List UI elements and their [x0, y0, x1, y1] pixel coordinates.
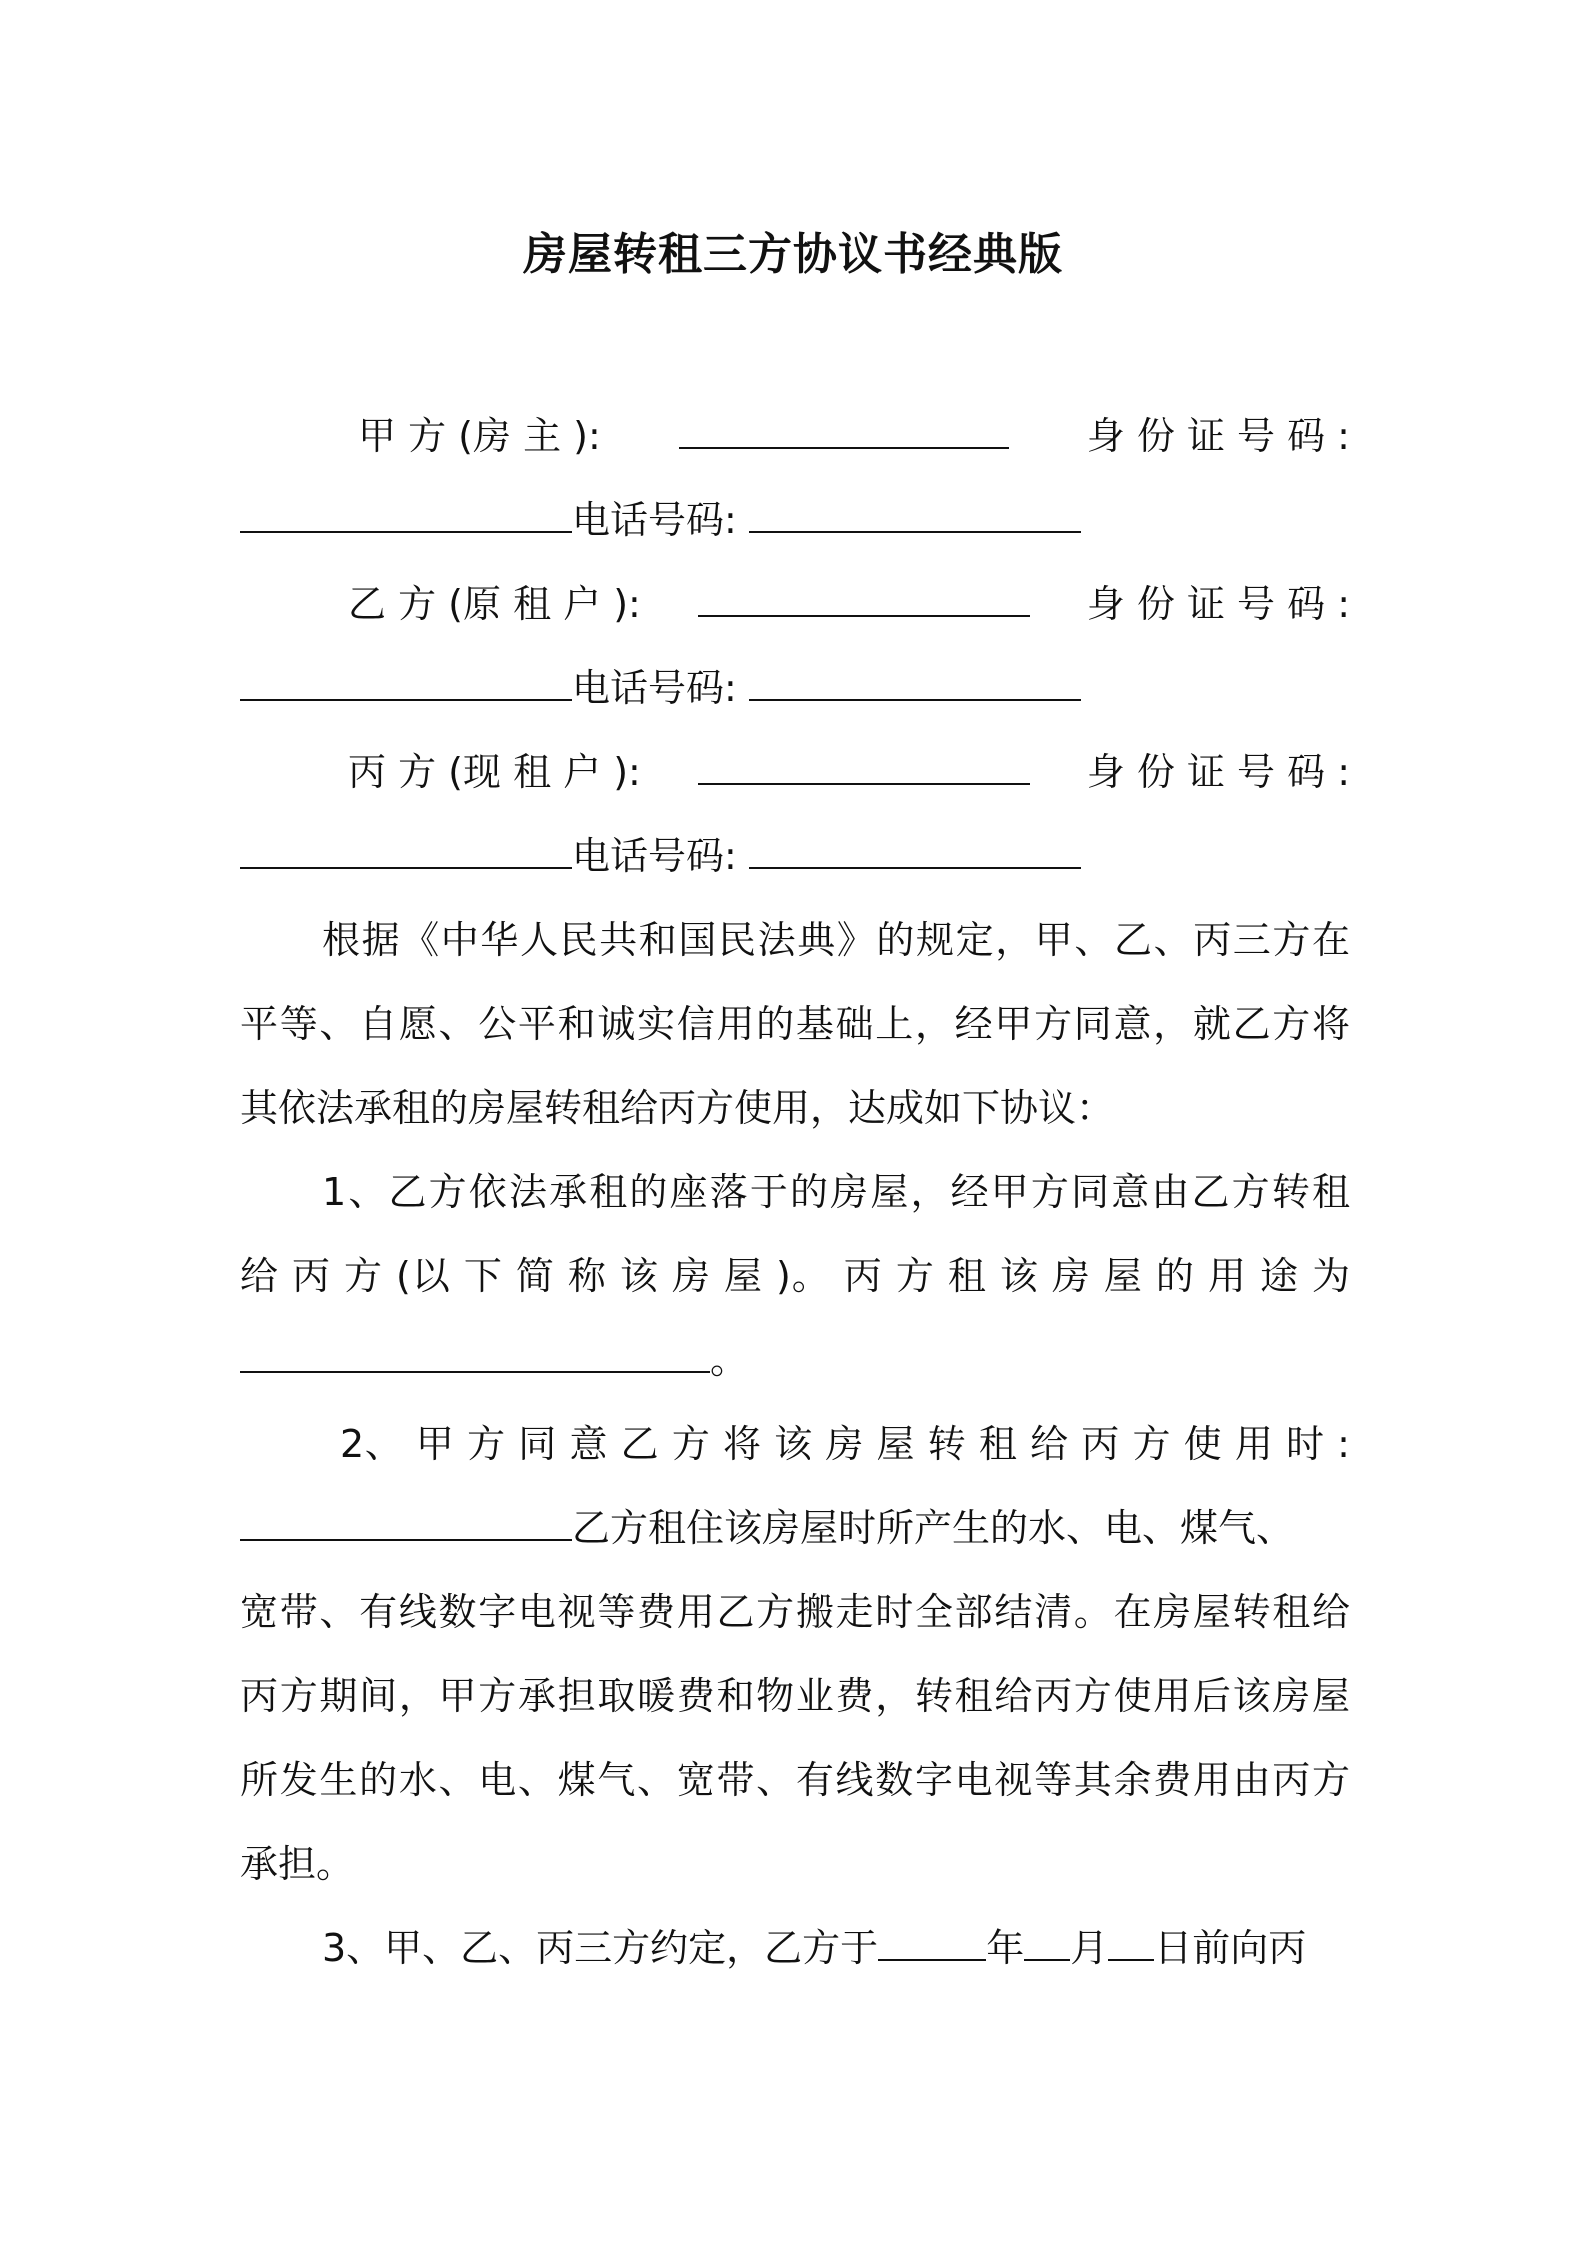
clause3-year-blank — [878, 1923, 986, 1961]
clause1-usage-blank — [240, 1335, 710, 1373]
party-c-phone-line — [240, 830, 1350, 882]
clause3-month-label: 月 — [1070, 1926, 1109, 1970]
document-title: 房屋转租三方协议书经典版 — [523, 229, 1063, 280]
party-a-id-label: 身 份 证 号 码 : — [1086, 414, 1350, 458]
party-b-label: 乙 方 (原 租 户 ): — [348, 582, 641, 626]
preamble-line-1: 根据《中华人民共和国民法典》的规定，甲、乙、丙三方在 — [322, 918, 1350, 962]
clause3-year-label: 年 — [986, 1926, 1025, 1970]
party-b-id-blank — [240, 663, 572, 701]
clause1-period: 。 — [710, 1338, 749, 1382]
party-a-name-blank — [679, 411, 1009, 449]
clause1-line-2: 给 丙 方 (以 下 简 称 该 房 屋 )。 丙 方 租 该 房 屋 的 用 途 为 — [240, 1254, 1350, 1298]
party-c-id-label: 身 份 证 号 码 : — [1086, 750, 1350, 794]
party-a-id-blank — [240, 495, 572, 533]
clause2-line-2-text: 乙方租住该房屋时所产生的水、电、煤气、 — [572, 1506, 1295, 1550]
preamble-line-3: 其依法承租的房屋转租给丙方使用，达成如下协议： — [240, 1086, 1115, 1130]
clause1-line-3 — [240, 1334, 1350, 1386]
party-b-phone-line — [240, 662, 1350, 714]
party-a-phone-blank — [749, 495, 1081, 533]
party-b-name-blank — [698, 579, 1030, 617]
clause3-month-blank — [1024, 1923, 1070, 1961]
preamble-line-2: 平等、自愿、公平和诚实信用的基础上，经甲方同意，就乙方将 — [240, 1002, 1350, 1046]
party-a-label: 甲 方 (房 主 ): — [358, 414, 601, 458]
party-b-phone-label: 电话号码: — [572, 666, 737, 710]
party-c-phone-blank — [749, 831, 1081, 869]
clause2-line-2 — [240, 1502, 1350, 1554]
clause2-line-1: 2、 甲 方 同 意 乙 方 将 该 房 屋 转 租 给 丙 方 使 用 时 : — [340, 1422, 1350, 1466]
party-c-line — [348, 746, 1350, 798]
clause3-day-label: 日前向丙 — [1154, 1926, 1307, 1970]
clause3-day-blank — [1108, 1923, 1154, 1961]
party-b-phone-blank — [749, 663, 1081, 701]
clause2-line-4: 丙方期间，甲方承担取暖费和物业费，转租给丙方使用后该房屋 — [240, 1674, 1350, 1718]
party-b-line — [348, 578, 1350, 630]
clause2-line-3: 宽带、有线数字电视等费用乙方搬走时全部结清。在房屋转租给 — [240, 1590, 1350, 1634]
party-b-id-label: 身 份 证 号 码 : — [1086, 582, 1350, 626]
clause2-date-blank — [240, 1503, 572, 1541]
party-a-phone-line — [240, 494, 1350, 546]
clause1-line-1: 1、乙方依法承租的座落于的房屋，经甲方同意由乙方转租 — [322, 1170, 1350, 1214]
party-c-name-blank — [698, 747, 1030, 785]
party-c-label: 丙 方 (现 租 户 ): — [348, 750, 641, 794]
party-a-line — [358, 410, 1350, 462]
party-c-phone-label: 电话号码: — [572, 834, 737, 878]
clause2-line-5: 所发生的水、电、煤气、宽带、有线数字电视等其余费用由丙方 — [240, 1758, 1350, 1802]
clause3-prefix: 3、甲、乙、丙三方约定，乙方于 — [322, 1926, 879, 1970]
party-c-id-blank — [240, 831, 572, 869]
clause2-line-6: 承担。 — [240, 1842, 355, 1886]
party-a-phone-label: 电话号码: — [572, 498, 737, 542]
clause3-line-1 — [322, 1922, 1350, 1974]
